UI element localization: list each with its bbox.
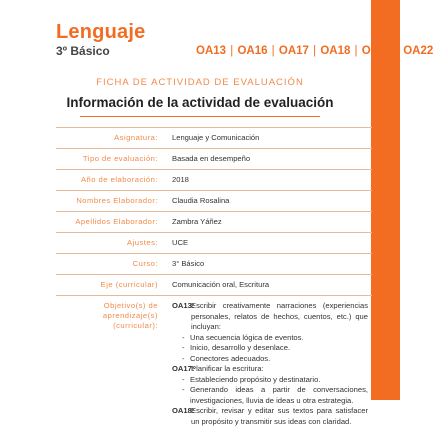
objective-item <box>172 406 368 427</box>
table-row <box>56 254 372 275</box>
oa-separator: | <box>351 45 360 57</box>
row-value: 2018 <box>168 170 372 191</box>
oa-code: OA13 <box>196 45 226 57</box>
row-label: Ajustes: <box>56 233 168 254</box>
oa-code: OA22 <box>403 45 433 57</box>
objective-subitem-text: Generando ideas a partir de conversaciones, investigaciones, lluvia de ideas u otra estrategia. <box>190 385 368 406</box>
side-accent-bar <box>371 0 400 400</box>
row-value: Zambra Yáñez <box>168 212 372 233</box>
subject-title: Lenguaje <box>56 21 145 44</box>
objective-subitem-text: Una secuencia lógica de eventos. <box>190 333 368 344</box>
objective-item <box>172 364 368 375</box>
table-row <box>56 212 372 233</box>
objective-subitem <box>172 375 368 386</box>
objective-subitem <box>172 385 368 406</box>
row-value: Lenguaje y Comunicación <box>168 128 372 149</box>
dash-bullet: - <box>182 343 190 354</box>
row-label: Nombres Elaborador: <box>56 191 168 212</box>
document-heading: Información de la actividad de evaluación <box>40 95 360 110</box>
row-value: Claudia Rosalina <box>168 191 372 212</box>
row-label: Curso: <box>56 254 168 275</box>
oa-code: OA17 <box>279 45 309 57</box>
row-value: Comunicación oral, Escritura <box>168 275 372 296</box>
heading-underline <box>80 116 320 117</box>
row-value: UCE <box>168 233 372 254</box>
row-label: Eje (curricular) <box>56 275 168 296</box>
objective-text: Escribir creativamente narraciones (experiencias personales, relatos de hechos, cuentos, etc.) que incluyan: <box>191 301 368 333</box>
table-row <box>56 149 372 170</box>
objective-subitem <box>172 354 368 365</box>
dash-bullet: - <box>182 375 190 386</box>
objective-subitem-text: Inicio, desarrollo y desenlace. <box>190 343 368 354</box>
oa-separator: | <box>393 45 402 57</box>
oa-separator: | <box>310 45 319 57</box>
row-label: Asignatura: <box>56 128 168 149</box>
objective-subitem <box>172 333 368 344</box>
oa-separator: | <box>268 45 277 57</box>
objective-text: Planificar la escritura: <box>191 364 368 375</box>
oa-codes <box>196 45 372 57</box>
objective-subitem-text: Estableciendo propósito y destinatario. <box>190 375 368 386</box>
table-row <box>56 275 372 296</box>
dash-bullet: - <box>182 385 190 406</box>
table-row-objectives <box>56 296 372 432</box>
grade-level: 3º Básico <box>56 44 110 58</box>
row-value: Basada en desempeño <box>168 149 372 170</box>
objective-subitem <box>172 343 368 354</box>
oa-code: OA18 <box>320 45 350 57</box>
objectives-cell <box>168 296 372 432</box>
objective-code: OA17: <box>172 364 191 375</box>
oa-separator: | <box>227 45 236 57</box>
oa-code: OA21 <box>362 45 392 57</box>
table-row <box>56 191 372 212</box>
info-table <box>56 127 372 432</box>
objective-code: OA18: <box>172 406 191 427</box>
objectives-list <box>172 301 368 427</box>
oa-code: OA16 <box>237 45 267 57</box>
row-value: 3° Básico <box>168 254 372 275</box>
dash-bullet: - <box>182 333 190 344</box>
objective-subitem-text: Conectores adecuados. <box>190 354 368 365</box>
dash-bullet: - <box>182 354 190 365</box>
table-row <box>56 128 372 149</box>
objective-code: OA13: <box>172 301 191 333</box>
row-label: Apellidos Elaborador: <box>56 212 168 233</box>
table-row <box>56 233 372 254</box>
document-label: FICHA DE ACTIVIDAD DE EVALUACIÓN <box>50 77 350 88</box>
table-row <box>56 170 372 191</box>
objectives-label: Objetivo(s) de aprendizaje(s) (curricular): <box>56 296 168 432</box>
row-label: Año de elaboración: <box>56 170 168 191</box>
objective-text: Escribir, revisar y editar sus textos para satisfacer un propósito y transmitir sus ideas con claridad. <box>191 406 368 427</box>
objective-item <box>172 301 368 333</box>
row-label: Tipo de evaluación: <box>56 149 168 170</box>
